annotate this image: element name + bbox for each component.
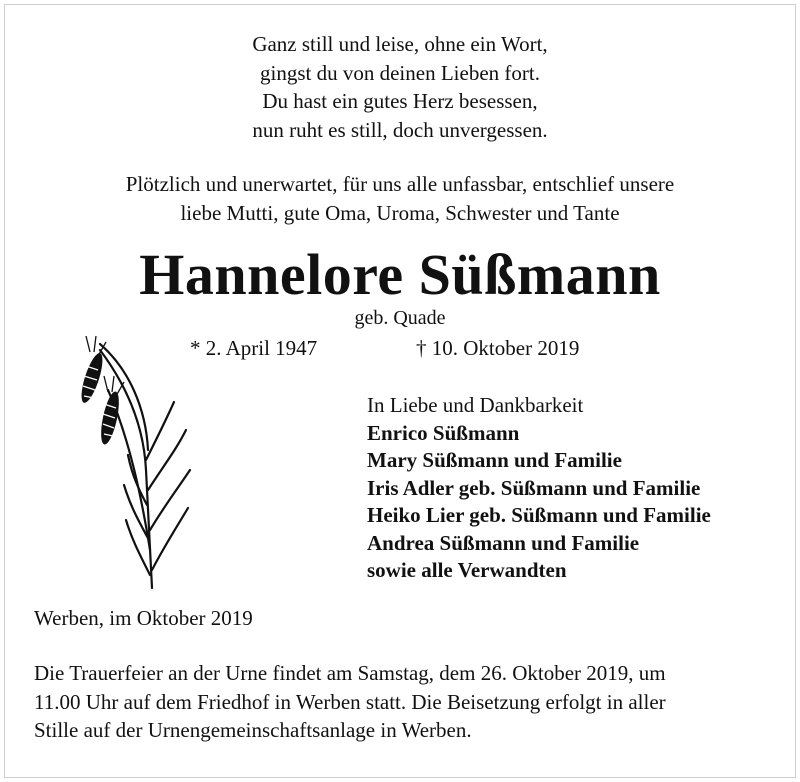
- mourners-list: [367, 392, 711, 585]
- poem-line: Du hast ein gutes Herz besessen,: [262, 89, 538, 113]
- mourner-name: Iris Adler geb. Süßmann und Familie: [367, 475, 701, 500]
- service-line: Stille auf der Urnengemeinschaftsanlage in Werben.: [34, 718, 472, 742]
- poem: [0, 30, 800, 144]
- service-line: Die Trauerfeier an der Urne findet am Samstag, dem 26. Oktober 2019, um: [34, 661, 666, 685]
- mourner-name: Mary Süßmann und Familie: [367, 448, 622, 472]
- deceased-name: Hannelore Süßmann: [139, 242, 661, 307]
- mourner-name: Andrea Süßmann und Familie: [367, 530, 640, 555]
- intro-text: [0, 170, 800, 227]
- wheat-stalks-icon: [70, 330, 200, 590]
- mourner-name: Enrico Süßmann: [367, 420, 520, 445]
- service-line: 11.00 Uhr auf dem Friedhof in Werben statt. Die Beisetzung erfolgt in aller: [34, 689, 666, 714]
- place-date: Werben, im Oktober 2019: [34, 606, 253, 630]
- service-info: [34, 659, 774, 745]
- mourners-heading: In Liebe und Dankbarkeit: [367, 393, 584, 417]
- poem-line: gingst du von deinen Lieben fort.: [260, 60, 540, 85]
- intro-line: liebe Mutti, gute Oma, Uroma, Schwester und Tante: [180, 200, 620, 225]
- mourner-name: Heiko Lier geb. Süßmann und Familie: [367, 503, 711, 527]
- death-date: † 10. Oktober 2019: [416, 336, 580, 360]
- birth-date: * 2. April 1947: [190, 336, 318, 360]
- poem-line: nun ruht es still, doch unvergessen.: [252, 117, 548, 142]
- poem-line: Ganz still und leise, ohne ein Wort,: [252, 32, 548, 56]
- mourner-name: sowie alle Verwandten: [367, 558, 567, 582]
- maiden-name: geb. Quade: [354, 307, 446, 329]
- intro-line: Plötzlich und unerwartet, für uns alle unfassbar, entschlief unsere: [125, 172, 675, 196]
